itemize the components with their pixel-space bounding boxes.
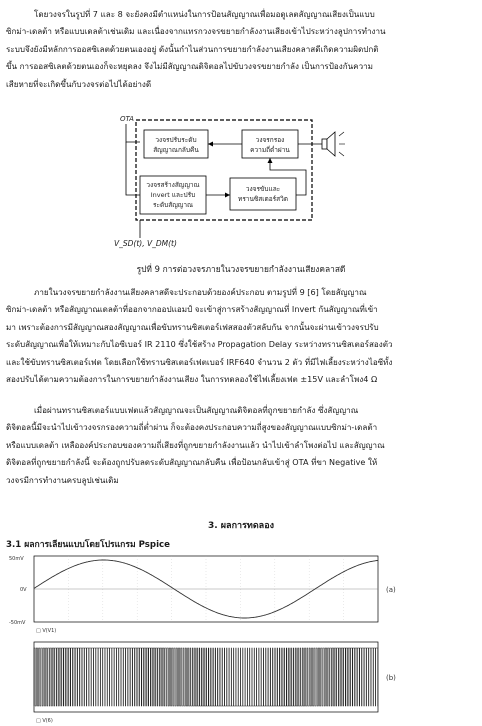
text-line: ขึ้น การออสซิเลตด้วยตนเองก็จะหยุดลง จึงไม่มีสัญญาณดิจิตอลไปขับวงจรขยายกำลัง เป็นการป้องกันความ <box>6 61 373 72</box>
plot-b-panel-label: (b) <box>386 674 396 682</box>
plot-a-panel-label: (a) <box>386 586 396 594</box>
subsection-heading: 3.1 ผลการเลียนแบบโดยโปรแกรม Pspice <box>6 540 170 550</box>
text-line: ระบบจึงยังมีหลักการออสซิเลตด้วยตนเองอยู่ ดังนั้นกำไนส่วนการขยายกำลังงานเสียงคลาสดีเกิดความผิดปกติ <box>6 43 379 54</box>
plot-a-legend: □ V(V1) <box>36 628 57 634</box>
driver-transistor-box <box>230 178 296 210</box>
invert-box-label: ระดับสัญญาณ <box>152 201 194 209</box>
text-line: ซิกม่า-เดลต้า หรือแบบเดลต้าเช่นเดิม และเนื่องจากแทรกวงจรขยายกำลังงานเสียงเข้าไประหว่างลูปการทำงาน <box>6 26 386 37</box>
text-line: สองปรับได้ตามความต้องการในการขยายกำลังงานเสียง ในการทดลองใช้ไฟเลี้ยงเฟต ±15V และลำโพง4 Ω <box>6 374 378 385</box>
section-heading: 3. ผลการทดลอง <box>207 521 275 531</box>
text-line: โดยวงจรในรูปที่ 7 และ 8 จะยังคงมีตำแหน่งในการป้อนสัญญาณเพื่อมอดูเลตสัญญาณเสียงเป็นแบบ <box>34 9 375 19</box>
intro-paragraph <box>6 6 472 93</box>
input-signal-label: V_SD(t), V_DM(t) <box>114 239 177 248</box>
text-line: ดิจิตอลที่ถูกขยายกำลังนี้ จะต้องถูกปรับลดระดับสัญญาณกลับคืน เพื่อป้อนกลับเข้าสู่ OTA ที่ขา Negative ให้ <box>6 457 378 468</box>
body-paragraph-2 <box>6 402 472 489</box>
figure-caption: รูปที่ 9 การต่อวงจรภายในวงจรขยายกำลังงานเสียงคลาสดี <box>136 264 346 274</box>
invert-box-label: วงจรสร้างสัญญาณ <box>146 181 200 189</box>
filter-box-label: วงจรกรอง <box>255 136 285 144</box>
text-line: เสียหายที่จะเกิดขึ้นกับวงจรต่อไปได้อย่างดี <box>6 78 152 89</box>
feedback-box-label: สัญญาณกลับคืน <box>153 146 199 154</box>
feedback-box-label: วงจรปรับระดับ <box>155 136 197 144</box>
text-line: ภายในวงจรขยายกำลังงานเสียงคลาสดีจะประกอบด้วยองค์ประกอบ ตามรูปที่ 9 [6] โดยสัญญาณ <box>34 287 367 297</box>
invert-box-label: Invert และปรับ <box>150 191 196 199</box>
text-line: มา เพราะต้องการมีสัญญาณสองสัญญาณเพื่อขับทรานซิสเตอร์เฟสสองตัวสลับกัน จากนั้นจะผ่านเข้าวงจรปรับ <box>6 321 379 332</box>
plot-a <box>8 552 482 636</box>
text-line: และใช้ขับทรานซิสเตอร์เฟต โดยเลือกใช้ทรานซิสเตอร์เฟตเบอร์ IRF640 จำนวน 2 ตัว ที่มีไฟเลี้ยงระหว่างไอซีทั้ง <box>6 356 393 367</box>
text-line: หรือแบบเดลต้า เหลือองค์ประกอบของความถี่เสียงที่ถูกขยายกำลังงานแล้ว นำไปเข้าลำโพงต่อไป และสัญญาณ <box>6 439 385 450</box>
driver-box-label: ทรานซิสเตอร์สวิต <box>238 195 288 203</box>
driver-box-label: วงจรขับและ <box>245 185 281 193</box>
plot-a-ybottom-label: -50mV <box>9 620 26 626</box>
plot-b <box>8 638 482 726</box>
plot-b-legend: □ V(6) <box>36 718 53 724</box>
ota-label: OTA <box>120 115 134 123</box>
text-line: เมื่อผ่านทรานซิสเตอร์แบบเฟตแล้วสัญญาณจะเป็นสัญญาณดิจิตอลที่ถูกขยายกำลัง ซึ่งสัญญาณ <box>34 405 359 415</box>
text-line: ซิกม่า-เดลต้า หรือสัญญาณเดลต้าที่ออกจากออปแอมป์ จะเข้าสู่การสร้างสัญญาณที่ Invert กันสัญญาณที่เข้า <box>6 304 378 315</box>
text-line: ดิจิตอลนี้มีจะนำไปเข้าวงจรกรองความถี่ต่ำผ่าน ก็จะต้องคงประกอบความถี่สูงของสัญญาณแบบซิกม่า-เดลต้า <box>6 422 378 433</box>
plot-a-ytop-label: 50mV <box>9 556 24 562</box>
plot-a-ymid-label: 0V <box>20 587 27 593</box>
block-diagram <box>110 112 370 252</box>
body-paragraph-1 <box>6 284 472 388</box>
filter-box-label: ความถี่ต่ำผ่าน <box>250 146 290 154</box>
speaker-icon <box>322 132 345 156</box>
text-line: วงจรมีการทำงานครบลูปเช่นเดิม <box>6 474 119 485</box>
text-line: ระดับสัญญาณเพื่อให้เหมาะกับไอซีเบอร์ IR 2110 ซึ่งใช้สร้าง Propagation Delay ระหว่างทรานซิสเตอร์สองตัว <box>6 339 393 350</box>
